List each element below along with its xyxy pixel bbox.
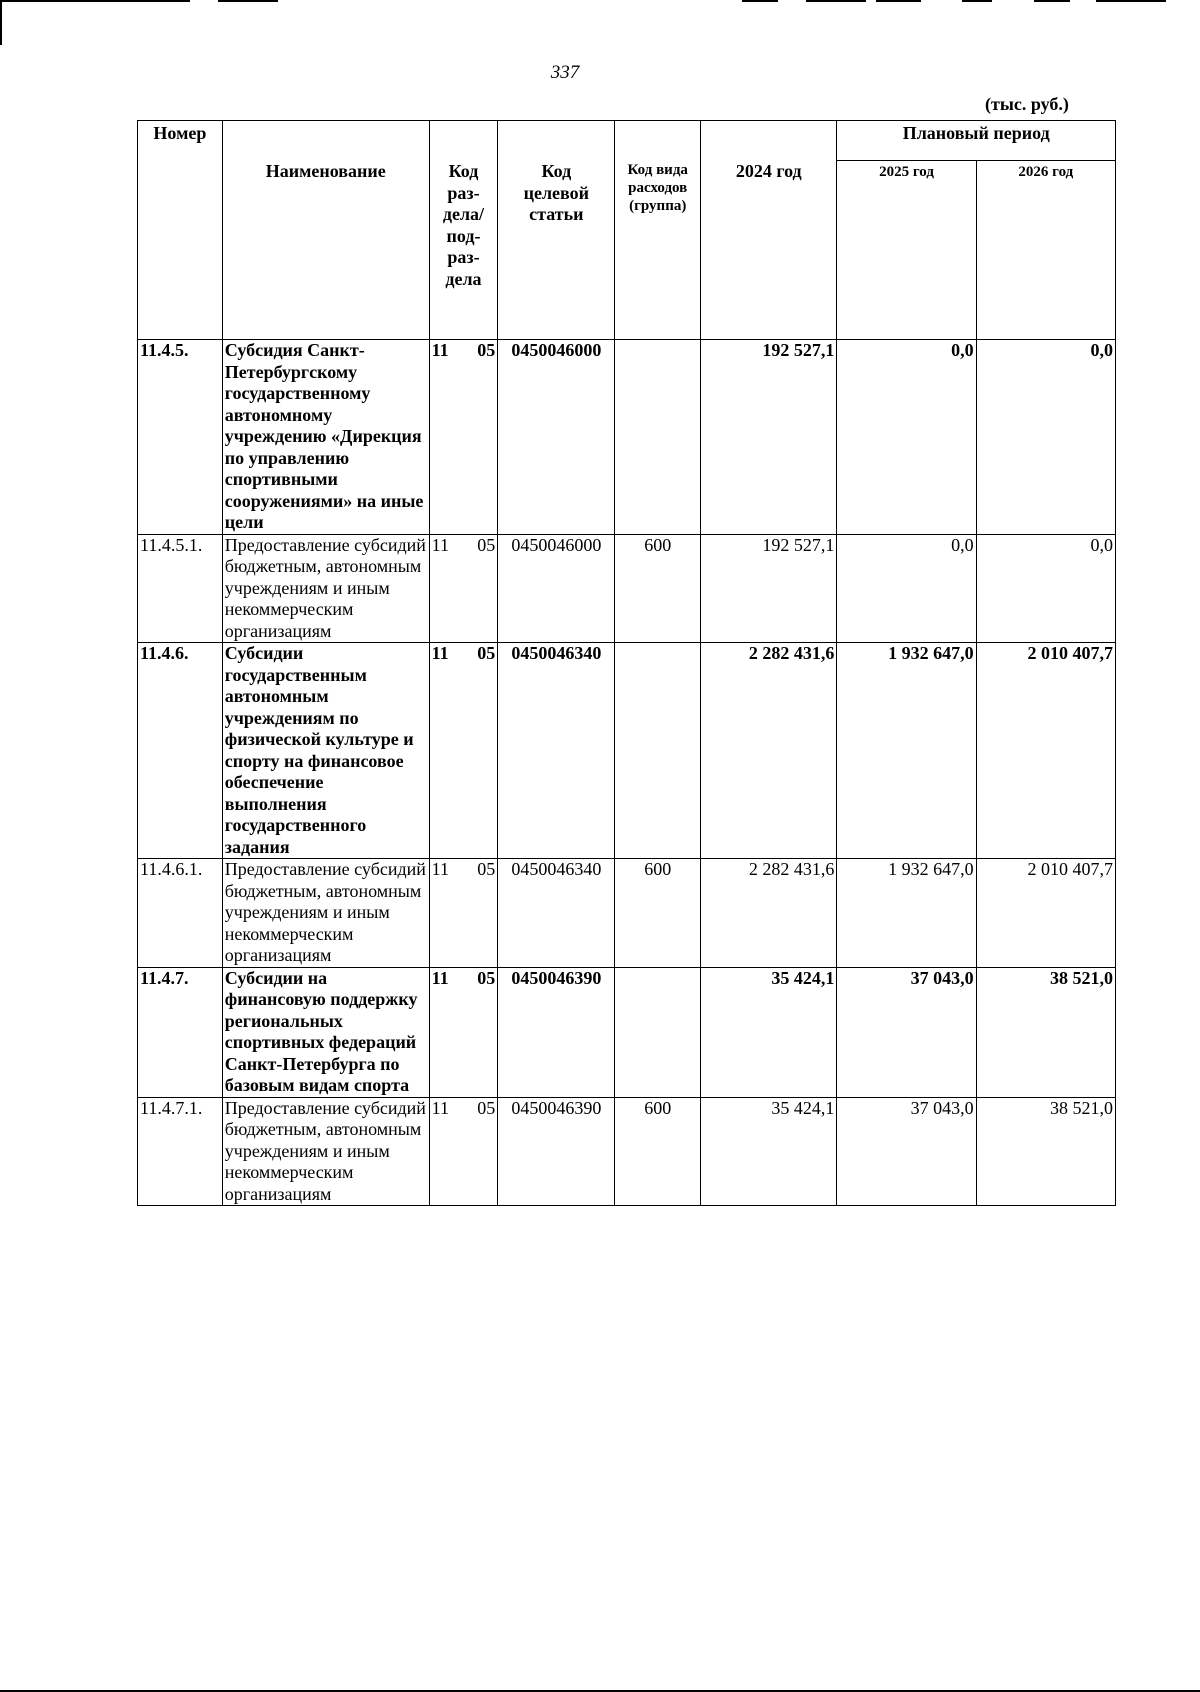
row-section: 11 [431,967,449,988]
row-target-code: 0450046340 [498,859,615,968]
row-name: Предоставление субсидий бюджетным, автономным учреждениям и иным некоммерческим организациям [222,1097,429,1206]
scan-top-line [806,0,866,2]
scan-top-line [1034,0,1070,2]
row-2024-value: 2 282 431,6 [701,643,837,859]
header-2024: 2024 год [701,121,837,340]
row-target-code: 0450046340 [498,643,615,859]
table-row [138,643,1116,859]
row-2025-value: 1 932 647,0 [837,643,976,859]
table-row [138,340,1116,535]
row-section-code [429,859,498,968]
row-2024-value: 35 424,1 [701,1097,837,1206]
header-row [138,121,1116,161]
row-2026-value: 2 010 407,7 [976,643,1115,859]
header-target: Код целевой статьи [498,121,615,340]
row-number: 11.4.7.1. [138,1097,223,1206]
row-name: Субсидии государственным автономным учреждениям по физической культуре и спорту на финансовое обеспечение выполнения государственного задания [222,643,429,859]
table-row [138,967,1116,1097]
row-target-code: 0450046390 [498,967,615,1097]
row-name: Субсидии на финансовую поддержку региональных спортивных федераций Санкт-Петербурга по базовым видам спорта [222,967,429,1097]
scan-top-line [218,0,278,2]
row-kind-code [615,643,701,859]
scan-top-line [1096,0,1166,2]
row-2025-value: 37 043,0 [837,1097,976,1206]
row-2024-value: 192 527,1 [701,340,837,535]
header-2026: 2026 год [976,160,1115,339]
scan-top-line [876,0,921,2]
header-plan-period: Плановый период [837,121,1116,161]
row-section: 11 [431,643,449,663]
row-section-code [429,340,498,535]
header-name: Наименование [222,121,429,340]
row-number: 11.4.6. [138,643,223,859]
row-2026-value: 2 010 407,7 [976,859,1115,968]
row-2026-value: 38 521,0 [976,1097,1115,1206]
row-number: 11.4.7. [138,967,223,1097]
row-subsection: 05 [477,340,496,360]
row-2024-value: 35 424,1 [701,967,837,1097]
row-2026-value: 38 521,0 [976,967,1115,1097]
table-row [138,859,1116,968]
row-section: 11 [431,1097,449,1118]
row-2025-value: 0,0 [837,534,976,643]
row-section-code [429,643,498,859]
row-target-code: 0450046000 [498,340,615,535]
units-label: (тыс. руб.) [985,94,1069,114]
row-section-code [429,1097,498,1206]
row-subsection: 05 [477,859,496,879]
table-row [138,1097,1116,1206]
row-section-code [429,534,498,643]
row-kind-code: 600 [615,534,701,643]
scan-left-edge [0,0,2,45]
row-number: 11.4.6.1. [138,859,223,968]
header-section: Код раз-дела/ под-раз-дела [429,121,498,340]
row-subsection: 05 [477,534,496,555]
row-2026-value: 0,0 [976,340,1115,535]
row-name: Субсидия Санкт-Петербургскому государственному автономному учреждению «Дирекция по управлению спортивными сооружениями» на иные цели [222,340,429,535]
row-section-code [429,967,498,1097]
row-name: Предоставление субсидий бюджетным, автономным учреждениям и иным некоммерческим организациям [222,859,429,968]
header-number: Номер [138,121,223,340]
row-section: 11 [431,534,449,555]
row-kind-code: 600 [615,1097,701,1206]
table-row [138,534,1116,643]
row-number: 11.4.5. [138,340,223,535]
budget-table [137,120,1116,1206]
row-2025-value: 37 043,0 [837,967,976,1097]
row-kind-code [615,967,701,1097]
row-subsection: 05 [477,1097,496,1118]
row-subsection: 05 [477,967,496,988]
row-number: 11.4.5.1. [138,534,223,643]
row-kind-code [615,340,701,535]
row-2025-value: 0,0 [837,340,976,535]
row-name: Предоставление субсидий бюджетным, автономным учреждениям и иным некоммерческим организациям [222,534,429,643]
header-kind: Код вида расходов (группа) [615,121,701,340]
row-2025-value: 1 932 647,0 [837,859,976,968]
row-section: 11 [431,340,449,360]
row-subsection: 05 [477,643,496,663]
row-2026-value: 0,0 [976,534,1115,643]
row-section: 11 [431,859,449,879]
scan-top-line [0,0,190,2]
page-number: 337 [550,62,580,83]
row-2024-value: 2 282 431,6 [701,859,837,968]
scan-top-line [742,0,778,2]
row-kind-code: 600 [615,859,701,968]
row-target-code: 0450046390 [498,1097,615,1206]
row-2024-value: 192 527,1 [701,534,837,643]
header-2025: 2025 год [837,160,976,339]
row-target-code: 0450046000 [498,534,615,643]
scan-top-line [962,0,992,2]
